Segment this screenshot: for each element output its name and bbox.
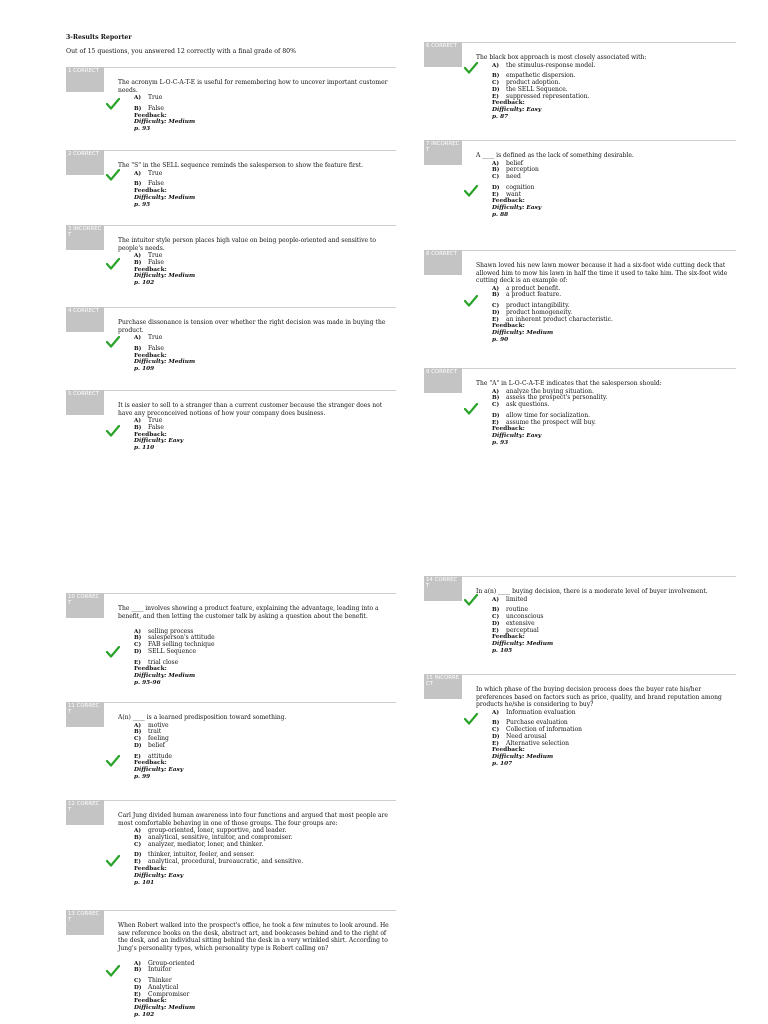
option-letter: D) <box>492 309 500 316</box>
question-divider <box>66 800 396 801</box>
option-letter: C) <box>134 978 142 985</box>
question-2 <box>66 150 396 230</box>
difficulty-label: Difficulty: Medium <box>134 359 196 366</box>
answer-option <box>134 260 195 267</box>
option-letter: E) <box>492 93 499 100</box>
option-letter: D) <box>134 742 142 749</box>
question-status-badge: 12 CORRECT <box>66 800 104 825</box>
question-status-badge: 3 INCORRECT <box>66 225 104 250</box>
option-text: product homogeneity. <box>506 308 573 316</box>
question-divider <box>424 576 736 577</box>
difficulty-label: Difficulty: Medium <box>492 330 554 337</box>
question-status-badge: 4 CORRECT <box>66 307 104 332</box>
question-divider <box>66 67 396 68</box>
answer-option <box>492 402 607 409</box>
answer-block <box>134 335 195 373</box>
option-letter: C) <box>492 614 500 621</box>
answer-options <box>134 629 215 667</box>
option-text: False <box>148 344 164 352</box>
checkmark-icon <box>464 292 478 304</box>
checkmark-icon <box>106 255 120 267</box>
answer-option <box>134 859 303 866</box>
option-letter: B) <box>134 105 142 112</box>
option-text: the SELL Sequence. <box>506 85 568 93</box>
score-summary: Out of 15 questions, you answered 12 correctly with a final grade of 80% <box>66 48 296 55</box>
option-text: SELL Sequence <box>148 647 197 655</box>
question-divider <box>424 42 736 43</box>
question-divider <box>424 368 736 369</box>
option-text: True <box>148 334 163 341</box>
option-text: Thinker <box>148 977 172 985</box>
option-text: product adoption. <box>506 79 561 87</box>
question-13 <box>66 910 396 1019</box>
difficulty-label: Difficulty: Easy <box>134 872 184 879</box>
question-7 <box>424 140 736 220</box>
option-text: FAB selling technique <box>148 641 215 649</box>
option-letter: B) <box>134 635 142 642</box>
option-text: trial close <box>148 658 179 666</box>
option-text: salesperson's attitude <box>148 634 215 642</box>
question-text: Carl Jung divided human awareness into four functions and argued that most people are most comfortable behaving in one of those groups. The four groups are: <box>118 812 388 827</box>
checkmark-icon <box>106 95 120 107</box>
option-letter: B) <box>134 259 142 266</box>
option-letter: B) <box>134 729 142 736</box>
page-reference: p. 87 <box>492 114 509 121</box>
option-text: want <box>506 190 521 198</box>
answer-block <box>492 286 613 344</box>
answer-option <box>134 346 195 353</box>
option-letter: D) <box>492 86 500 93</box>
option-letter: B) <box>134 834 142 841</box>
answer-block <box>134 253 195 287</box>
answer-block <box>492 161 541 219</box>
answer-option <box>134 967 195 974</box>
option-text: perceptual <box>506 626 539 634</box>
question-8 <box>424 250 736 344</box>
page-reference: p. 99 <box>134 774 151 781</box>
answer-options <box>492 63 595 101</box>
feedback-label: Feedback: <box>134 266 167 273</box>
question-divider <box>424 140 736 141</box>
option-text: Intuitor <box>148 966 172 974</box>
answer-options <box>492 286 613 324</box>
page-reference: p. 93 <box>492 440 509 447</box>
option-letter: B) <box>134 424 142 431</box>
answer-option <box>492 710 582 717</box>
question-status-badge: 14 CORRECT <box>424 576 462 601</box>
option-letter: E) <box>492 191 499 198</box>
page-reference: p. 102 <box>134 280 155 287</box>
option-letter: C) <box>134 841 142 848</box>
difficulty-label: Difficulty: Easy <box>134 438 184 445</box>
option-letter: E) <box>134 753 141 760</box>
option-text: assess the prospect's personality. <box>506 394 608 402</box>
question-4 <box>66 307 396 387</box>
difficulty-label: Difficulty: Medium <box>134 194 196 201</box>
option-text: routine <box>506 606 529 614</box>
question-status-badge: 2 CORRECT <box>66 150 104 175</box>
option-letter: A) <box>134 628 141 635</box>
question-text: The black box approach is most closely associated with: <box>476 54 647 61</box>
answer-block <box>134 828 303 886</box>
option-text: Group-oriented <box>148 959 195 967</box>
feedback-label: Feedback: <box>492 747 525 754</box>
question-divider <box>424 674 736 675</box>
option-text: analyze the buying situation. <box>506 387 594 395</box>
feedback-label: Feedback: <box>134 112 167 119</box>
question-14 <box>424 576 736 656</box>
option-text: product intangibility. <box>506 302 570 310</box>
option-letter: D) <box>492 733 500 740</box>
option-letter: D) <box>492 184 500 191</box>
answer-options <box>134 723 183 761</box>
option-text: motive <box>148 721 169 729</box>
option-letter: B) <box>492 607 500 614</box>
question-12 <box>66 800 396 886</box>
difficulty-label: Difficulty: Medium <box>134 673 196 680</box>
option-text: cognition <box>506 183 535 191</box>
question-text: In which phase of the buying decision process does the buyer rate his/her preferences based on factors such as price, quality, and brand reputation among products he/she is considering to buy? <box>476 686 722 708</box>
difficulty-label: Difficulty: Easy <box>492 107 542 114</box>
option-text: Collection of information <box>506 726 582 734</box>
option-text: Compromiser <box>148 990 190 998</box>
checkmark-icon <box>106 752 120 764</box>
answer-options <box>134 961 195 999</box>
question-15 <box>424 674 736 768</box>
question-divider <box>66 225 396 226</box>
question-divider <box>66 593 396 594</box>
difficulty-label: Difficulty: Easy <box>492 433 542 440</box>
question-status-badge: 7 INCORRECT <box>424 140 462 165</box>
question-status-badge: 11 CORRECT <box>66 702 104 727</box>
option-letter: E) <box>492 419 499 426</box>
question-divider <box>424 250 736 251</box>
option-text: True <box>148 417 163 424</box>
question-text: Shawn loved his new lawn mower because it had a six-foot wide cutting deck that allowed him to mow his lawn in half the time it used to take him. The six-foot wide cutting deck is an example of: <box>476 262 728 284</box>
option-text: False <box>148 180 164 188</box>
difficulty-label: Difficulty: Medium <box>492 754 554 761</box>
answer-option <box>134 181 195 188</box>
difficulty-label: Difficulty: Medium <box>134 273 196 280</box>
option-text: False <box>148 104 164 112</box>
question-status-badge: 10 CORRECT <box>66 593 104 618</box>
answer-options <box>134 418 183 432</box>
feedback-label: Feedback: <box>134 188 167 195</box>
answer-option <box>492 420 607 427</box>
option-letter: C) <box>492 80 500 87</box>
answer-options <box>134 253 195 267</box>
option-letter: D) <box>492 412 500 419</box>
option-letter: E) <box>134 991 141 998</box>
option-letter: E) <box>134 659 141 666</box>
checkmark-icon <box>106 852 120 864</box>
answer-block <box>134 723 183 781</box>
option-letter: A) <box>492 285 499 292</box>
checkmark-icon <box>464 182 478 194</box>
option-letter: D) <box>134 852 142 859</box>
option-letter: A) <box>492 388 499 395</box>
option-letter: A) <box>492 709 499 716</box>
option-letter: D) <box>492 620 500 627</box>
checkmark-icon <box>464 400 478 412</box>
question-text: It is easier to sell to a stranger than a current customer because the stranger does not have any preconceived notions of how your company does business. <box>118 402 383 417</box>
answer-option <box>134 335 195 342</box>
option-letter: A) <box>134 828 141 834</box>
option-text: belief <box>148 741 166 749</box>
question-9 <box>424 368 736 448</box>
answer-option <box>492 317 613 324</box>
option-letter: B) <box>492 167 500 174</box>
page-reference: p. 107 <box>492 761 513 768</box>
page-reference: p. 90 <box>492 337 509 344</box>
option-text: trait <box>148 728 162 736</box>
option-text: need <box>506 173 521 181</box>
answer-options <box>134 171 195 189</box>
question-status-badge: 15 INCORRECT <box>424 674 462 699</box>
option-text: unconscious <box>506 613 544 621</box>
question-status-badge: 8 CORRECT <box>424 250 462 275</box>
option-letter: A) <box>134 722 141 729</box>
answer-option <box>134 425 183 432</box>
question-5 <box>66 390 396 470</box>
option-letter: A) <box>134 335 141 341</box>
answer-options <box>134 828 303 866</box>
option-text: suppressed representation. <box>506 92 590 100</box>
answer-block <box>134 418 183 452</box>
option-letter: C) <box>492 727 500 734</box>
option-text: thinker, intuitor, feeler, and senser. <box>148 851 255 859</box>
question-text: A ____ is defined as the lack of something desirable. <box>476 152 634 159</box>
question-text: When Robert walked into the prospect's office, he took a few minutes to look around. He saw reference books on the desk, abstract art, and bookcases behind and to the right of the desk, and an individual sitting behind the desk in a very wrinkled shirt. According to Jung's personality types, which personality type is Robert calling on? <box>118 922 389 952</box>
option-text: Analytical <box>148 983 179 991</box>
question-text: In a(n) ____ buying decision, there is a moderate level of buyer involvement. <box>476 588 708 595</box>
answer-block <box>134 171 195 209</box>
answer-option <box>134 649 215 656</box>
question-10 <box>66 593 396 687</box>
page-reference: p. 110 <box>134 445 155 452</box>
report-header <box>66 34 296 55</box>
option-letter: B) <box>492 292 500 299</box>
question-divider <box>66 390 396 391</box>
option-text: True <box>148 94 163 101</box>
option-text: Purchase evaluation <box>506 719 568 727</box>
checkmark-icon <box>464 710 478 722</box>
question-text: A(n) ____ is a learned predisposition toward something. <box>118 714 287 721</box>
answer-option <box>134 842 303 849</box>
option-letter: A) <box>492 62 499 69</box>
question-6 <box>424 42 736 122</box>
option-text: analyzer, mediator, loner, and thinker. <box>148 840 264 848</box>
option-letter: E) <box>492 316 499 323</box>
option-text: False <box>148 423 164 431</box>
question-divider <box>66 910 396 911</box>
answer-options <box>492 161 541 199</box>
answer-option <box>134 660 215 667</box>
answer-option <box>134 106 195 113</box>
question-3 <box>66 225 396 305</box>
option-letter: B) <box>134 967 142 974</box>
option-letter: A) <box>134 95 141 101</box>
option-letter: A) <box>492 160 499 167</box>
feedback-label: Feedback: <box>134 760 167 767</box>
answer-option <box>492 292 613 299</box>
feedback-label: Feedback: <box>134 666 167 673</box>
question-text: The "S" in the SELL sequence reminds the salesperson to show the feature first. <box>118 162 364 169</box>
option-text: Information evaluation <box>506 708 576 716</box>
feedback-label: Feedback: <box>492 323 525 330</box>
option-text: ask questions. <box>506 401 550 409</box>
feedback-label: Feedback: <box>492 100 525 107</box>
option-text: analytical, sensitive, intuitor, and compromiser. <box>148 833 293 841</box>
option-text: extensive <box>506 619 535 627</box>
option-letter: C) <box>492 303 500 310</box>
option-letter: A) <box>134 960 141 967</box>
difficulty-label: Difficulty: Easy <box>492 205 542 212</box>
option-letter: E) <box>492 740 499 747</box>
answer-block <box>492 597 553 655</box>
option-letter: C) <box>492 402 500 409</box>
option-text: False <box>148 258 164 266</box>
option-letter: C) <box>134 736 142 743</box>
option-letter: E) <box>492 627 499 634</box>
option-text: True <box>148 169 163 177</box>
option-text: attitude <box>148 752 172 760</box>
page-reference: p. 93 <box>134 126 151 133</box>
option-text: perception <box>506 166 539 174</box>
checkmark-icon <box>106 643 120 655</box>
option-text: group-oriented, loner, supportive, and leader. <box>148 827 287 834</box>
checkmark-icon <box>106 422 120 434</box>
feedback-label: Feedback: <box>492 426 525 433</box>
answer-options <box>134 95 195 113</box>
option-text: analytical, procedural, bureaucratic, and sensitive. <box>148 858 304 866</box>
answer-option <box>134 754 183 761</box>
question-status-badge: 6 CORRECT <box>424 42 462 67</box>
page-reference: p. 95 <box>134 201 151 208</box>
answer-option <box>134 253 195 260</box>
difficulty-label: Difficulty: Easy <box>134 767 184 774</box>
question-text: The ____ involves showing a product feature, explaining the advantage, leading into a benefit, and then letting the customer talk by asking a question about the benefit. <box>118 605 379 620</box>
question-text: The intuitor style person places high value on being people-oriented and sensitive to people's needs. <box>118 237 376 252</box>
page-reference: p. 101 <box>134 879 155 886</box>
question-status-badge: 13 CORRECT <box>66 910 104 935</box>
option-text: True <box>148 252 163 259</box>
option-letter: C) <box>134 642 142 649</box>
option-text: assume the prospect will buy. <box>506 418 596 426</box>
option-text: a product feature. <box>506 291 562 299</box>
question-status-badge: 5 CORRECT <box>66 390 104 415</box>
option-text: selling process <box>148 627 194 635</box>
answer-option <box>134 171 195 178</box>
option-letter: B) <box>492 73 500 80</box>
question-divider <box>66 150 396 151</box>
option-text: Need arousal <box>506 732 547 740</box>
answer-options <box>134 335 195 353</box>
answer-option <box>492 63 595 70</box>
option-letter: B) <box>134 345 142 352</box>
answer-option <box>134 992 195 999</box>
option-letter: D) <box>134 984 142 991</box>
question-text: The acronym L-O-C-A-T-E is useful for remembering how to uncover important customer needs. <box>118 79 388 94</box>
option-text: Alternative selection <box>506 739 569 747</box>
page-reference: p. 105 <box>492 648 513 655</box>
checkmark-icon <box>106 962 120 974</box>
question-divider <box>66 307 396 308</box>
question-status-badge: 1 CORRECT <box>66 67 104 92</box>
option-text: limited <box>506 595 528 603</box>
difficulty-label: Difficulty: Medium <box>492 641 554 648</box>
answer-option <box>492 597 553 604</box>
answer-block <box>134 95 195 133</box>
answer-option <box>492 174 541 181</box>
option-text: allow time for socialization. <box>506 411 590 419</box>
feedback-label: Feedback: <box>492 198 525 205</box>
answer-block <box>492 63 595 121</box>
page-reference: p. 109 <box>134 366 155 373</box>
answer-option <box>134 743 183 750</box>
answer-block <box>492 389 607 447</box>
answer-block <box>134 629 215 687</box>
answer-option <box>492 628 553 635</box>
answer-options <box>492 389 607 427</box>
option-letter: B) <box>492 720 500 727</box>
question-text: The "A" in L-O-C-A-T-E indicates that the salesperson should: <box>476 380 662 387</box>
answer-options <box>492 710 582 748</box>
option-letter: E) <box>134 859 141 866</box>
option-text: belief <box>506 159 524 167</box>
answer-option <box>492 192 541 199</box>
question-11 <box>66 702 396 782</box>
answer-option <box>134 95 195 102</box>
difficulty-label: Difficulty: Medium <box>134 1005 196 1012</box>
option-text: empathetic dispersion. <box>506 72 576 80</box>
answer-options <box>492 597 553 635</box>
option-text: a product benefit. <box>506 284 561 292</box>
question-text: Purchase dissonance is tension over whether the right decision was made in buying the product. <box>118 319 386 334</box>
option-letter: C) <box>492 174 500 181</box>
feedback-label: Feedback: <box>134 431 167 438</box>
option-letter: B) <box>492 395 500 402</box>
option-letter: A) <box>492 596 499 603</box>
option-letter: A) <box>134 253 141 259</box>
option-text: the stimulus-response model. <box>506 61 596 69</box>
answer-option <box>492 741 582 748</box>
feedback-label: Feedback: <box>134 998 167 1005</box>
question-divider <box>66 702 396 703</box>
page-reference: p. 102 <box>134 1012 155 1019</box>
answer-block <box>492 710 582 768</box>
option-letter: B) <box>134 181 142 188</box>
answer-option <box>492 94 595 101</box>
feedback-label: Feedback: <box>134 352 167 359</box>
option-letter: A) <box>134 170 141 177</box>
difficulty-label: Difficulty: Medium <box>134 119 196 126</box>
option-text: feeling <box>148 735 169 743</box>
feedback-label: Feedback: <box>134 865 167 872</box>
option-letter: A) <box>134 418 141 424</box>
report-title: 3-Results Reporter <box>66 34 132 41</box>
page-reference: p. 88 <box>492 212 509 219</box>
option-text: an inherent product characteristic. <box>506 315 613 323</box>
question-status-badge: 9 CORRECT <box>424 368 462 393</box>
feedback-label: Feedback: <box>492 634 525 641</box>
option-letter: D) <box>134 648 142 655</box>
checkmark-icon <box>106 333 120 345</box>
answer-block <box>134 961 195 1019</box>
question-1 <box>66 67 396 147</box>
page-reference: p. 95-96 <box>134 680 161 687</box>
